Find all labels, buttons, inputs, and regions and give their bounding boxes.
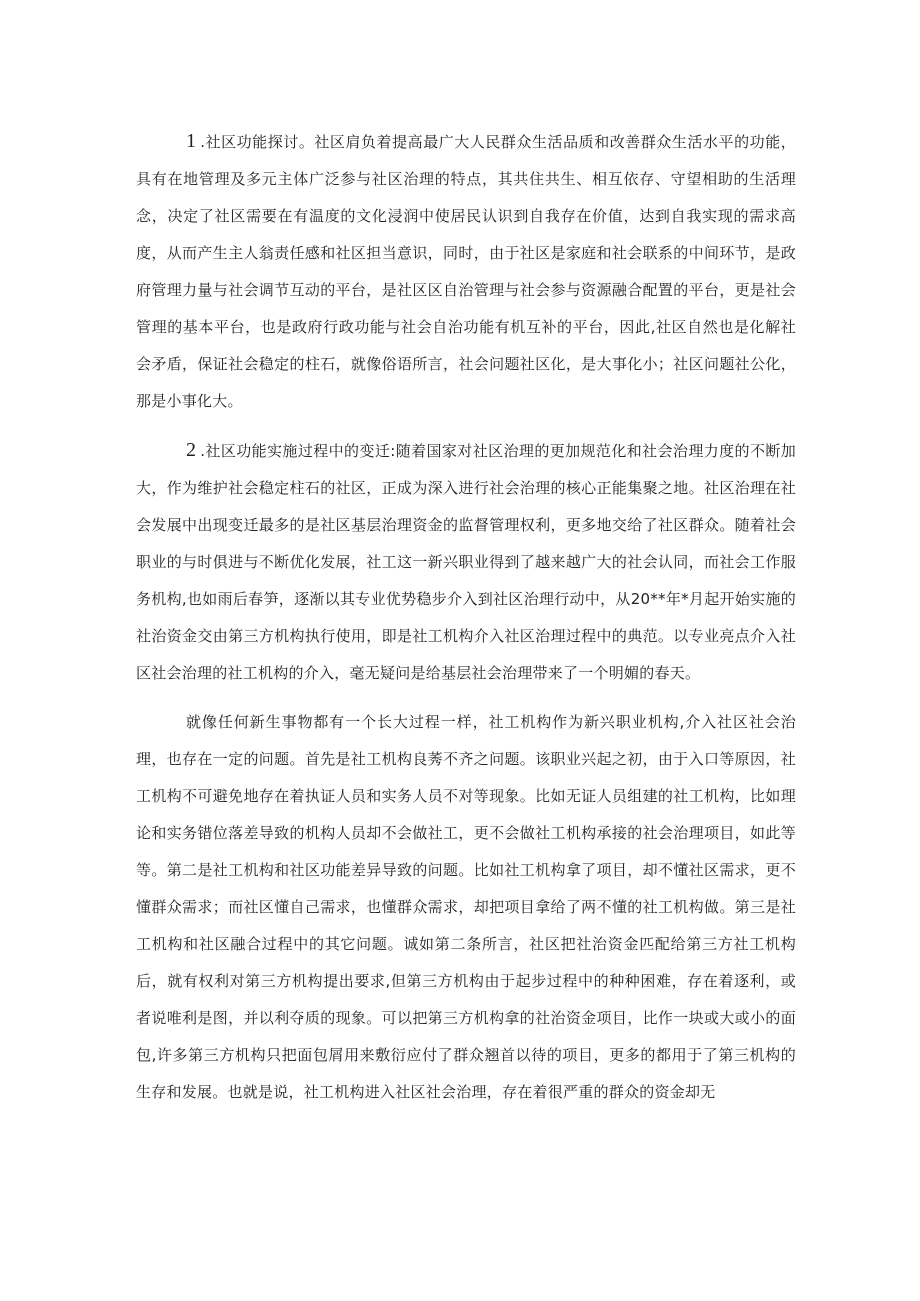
paragraph-number-1: 1	[186, 130, 197, 152]
paragraph-number-2: 2	[186, 439, 197, 461]
paragraph-1	[136, 123, 796, 420]
paragraph-2-text: .社区功能实施过程中的变迁:随着国家对社区治理的更加规范化和社会治理力度的不断加大，作为维护社会稳定柱石的社区，正成为深入进行社会治理的核心正能集聚之地。社区治理在社会发展中出现变迁最多的是社区基层治理资金的监督管理权利，更多地交给了社区群众。随着社会职业的与时俱进与不断优化发展，社工这一新兴职业得到了越来越广大的社会认同，而社会工作服务机构,也如雨后春笋，逐渐以其专业优势稳步介入到社区治理行动中，从20**年*月起开始实施的社治资金交由第三方机构执行使用，即是社工机构介入社区治理过程中的典范。以专业亮点介入社区社会治理的社工机构的介入，毫无疑问是给基层社会治理带来了一个明媚的春天。	[136, 442, 796, 682]
paragraph-3-text: 就像任何新生事物都有一个长大过程一样，社工机构作为新兴职业机构,介入社区社会治理，也存在一定的问题。首先是社工机构良莠不齐之问题。该职业兴起之初，由于入口等原因，社工机构不可避免地存在着执证人员和实务人员不对等现象。比如无证人员组建的社工机构，比如理论和实务错位落差导致的机构人员却不会做社工，更不会做社工机构承接的社会治理项目，如此等等。第二是社工机构和社区功能差异导致的问题。比如社工机构拿了项目，却不懂社区需求，更不懂群众需求；而社区懂自己需求，也懂群众需求，却把项目拿给了两不懂的社工机构做。第三是社工机构和社区融合过程中的其它问题。诚如第二条所言，社区把社治资金匹配给第三方社工机构后，就有权利对第三方机构提出要求,但第三方机构由于起步过程中的种种困难，存在着逐利，或者说唯利是图，并以利夺质的现象。可以把第三方机构拿的社治资金项目，比作一块或大或小的面包,许多第三方机构只把面包屑用来敷衍应付了群众翘首以待的项目，更多的都用于了第三机构的生存和发展。也就是说，社工机构进入社区社会治理，存在着很严重的群众的资金却无	[136, 713, 796, 1101]
paragraph-1-text: .社区功能探讨。社区肩负着提高最广大人民群众生活品质和改善群众生活水平的功能，具有在地管理及多元主体广泛参与社区治理的特点，其共住共生、相互依存、守望相助的生活理念，决定了社区需要在有温度的文化浸润中使居民认识到自我存在价值，达到自我实现的需求高度，从而产生主人翁责任感和社区担当意识，同时，由于社区是家庭和社会联系的中间环节，是政府管理力量与社会调节互动的平台，是社区区自治管理与社会参与资源融合配置的平台，更是社会管理的基本平台，也是政府行政功能与社会自治功能有机互补的平台，因此,社区自然也是化解社会矛盾，保证社会稳定的柱石，就像俗语所言，社会问题社区化，是大事化小；社区问题社公化，那是小事化大。	[136, 133, 796, 410]
paragraph-3	[136, 704, 796, 1111]
paragraph-2	[136, 432, 796, 692]
document-body	[136, 123, 796, 1111]
